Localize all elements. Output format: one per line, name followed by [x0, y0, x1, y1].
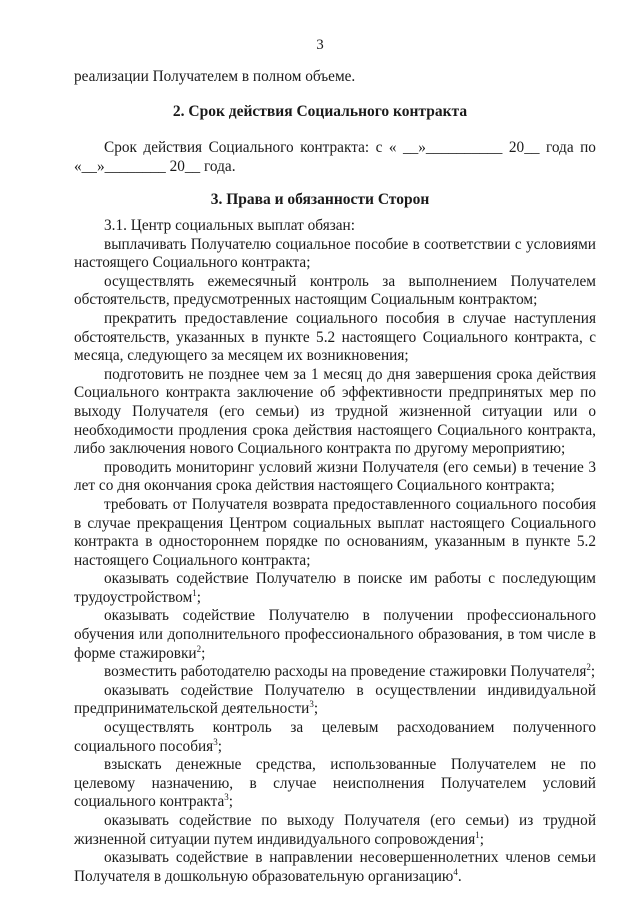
- obligation-text: оказывать содействие Получателю в осуществлении индивидуальной предпринимательской деятельности: [74, 681, 596, 718]
- obligation-text: выплачивать Получателю социальное пособие в соответствии с условиями настоящего Социального контракта;: [74, 235, 596, 272]
- obligation-text: оказывать содействие Получателю в получении профессионального обучения или дополнительного профессионального образования, в том числе в форме стажировки: [74, 607, 596, 662]
- term-word: года: [545, 139, 574, 156]
- obligation-item: [74, 812, 596, 849]
- obligation-item: [74, 756, 596, 812]
- term-word: Социального: [208, 139, 294, 156]
- obligation-text: оказывать содействие в направлении несовершеннолетних членов семьи Получателя в дошкольную образовательную организацию: [74, 849, 596, 885]
- section-3-heading: 3. Права и обязанности Сторон: [210, 191, 430, 208]
- footnote-marker: 3: [224, 792, 229, 803]
- punctuation: ;: [313, 700, 319, 718]
- obligation-text: возместить работодателю расходы на проведение стажировки Получателя: [104, 663, 587, 681]
- obligation-text: проводить мониторинг условий жизни Получателя (его семьи) в течение 3 лет со дня окончания срока действия настоящего Социального контракта;: [74, 458, 596, 495]
- term-word: с: [375, 139, 383, 156]
- punctuation: ;: [228, 793, 233, 811]
- obligation-text: прекратить предоставление социального пособия в случае наступления обстоятельств, указанных в пункте 5.2 настоящего Социального контракта, с месяца, следующего за месяцем их возникновения;: [74, 309, 596, 365]
- term-year-blank: 20__: [508, 139, 540, 156]
- term-word: «: [388, 139, 397, 156]
- obligation-text: взыскать денежные средства, использованные Получателем не по целевому назначению, в случае неисполнения Получателем условий социального контракта: [74, 756, 596, 811]
- continuation-text: [74, 68, 596, 87]
- punctuation: ;: [196, 588, 202, 606]
- obligation-item: [74, 682, 596, 719]
- term-line-1: [74, 139, 596, 158]
- punctuation: ;: [590, 663, 596, 681]
- obligation-item: [74, 496, 596, 570]
- footnote-marker: 2: [586, 662, 591, 673]
- term-word: по: [580, 139, 596, 156]
- term-clause: [74, 139, 596, 176]
- obligation-item: [74, 570, 596, 607]
- term-word: действия: [143, 139, 203, 156]
- footnote-marker: 3: [309, 699, 314, 710]
- obligation-item: [74, 459, 596, 496]
- obligations-subheading: 3.1. Центр социальных выплат обязан:: [104, 217, 355, 234]
- punctuation: .: [457, 867, 462, 885]
- footnote-marker: 1: [475, 829, 480, 840]
- term-word: Срок: [104, 139, 137, 156]
- obligation-text: оказывать содействие по выходу Получателя (его семьи) из трудной жизненной ситуации путем индивидуального сопровождения: [74, 812, 596, 848]
- obligation-text: осуществлять контроль за целевым расходованием полученного социального пособия: [74, 719, 596, 755]
- footnote-marker: 4: [453, 866, 458, 877]
- footnote-marker: 2: [196, 643, 202, 654]
- obligation-item: [74, 719, 596, 756]
- page-number: 3: [316, 37, 324, 53]
- obligation-item: [74, 607, 596, 663]
- term-date-blank: __»__________: [402, 139, 503, 156]
- punctuation: ;: [217, 737, 222, 755]
- obligations-list: [74, 217, 596, 886]
- term-word: контракта:: [300, 139, 370, 156]
- obligation-text: осуществлять ежемесячный контроль за выполнением Получателем обстоятельств, предусмотренных настоящим Социальным контрактом;: [74, 272, 596, 309]
- obligation-item: [74, 663, 596, 682]
- obligation-item: [74, 310, 596, 366]
- obligation-item: [74, 849, 596, 886]
- footnote-marker: 1: [192, 587, 197, 598]
- obligation-item: [74, 366, 596, 459]
- footnote-marker: 3: [213, 736, 218, 747]
- obligation-text: подготовить не позднее чем за 1 месяц до дня завершения срока действия Социального контракта заключение об эффективности предпринятых мер по выходу Получателя (его семьи) из трудной жизненной ситуации или о необходимости продления срока действия настоящего Социального контракта, либо заключения нового Социального контракта по другому мероприятию;: [74, 365, 596, 458]
- continuation-line: реализации Получателем в полном объеме.: [74, 68, 356, 85]
- obligation-item: [74, 236, 596, 273]
- punctuation: ;: [201, 644, 206, 662]
- obligation-text: требовать от Получателя возврата предоставленного социального пособия в случае прекращения Центром социальных выплат настоящего Социального контракта в одностороннем порядке по основаниям, указанным в пункте 5.2 настоящего Социального контракта;: [74, 495, 596, 569]
- obligation-item: [74, 273, 596, 310]
- section-2-heading: 2. Срок действия Социального контракта: [172, 103, 468, 120]
- punctuation: ;: [479, 830, 485, 848]
- term-line-2: «__»________ 20__ года.: [74, 157, 236, 175]
- obligation-text: оказывать содействие Получателю в поиске им работы с последующим трудоустройством: [74, 570, 596, 606]
